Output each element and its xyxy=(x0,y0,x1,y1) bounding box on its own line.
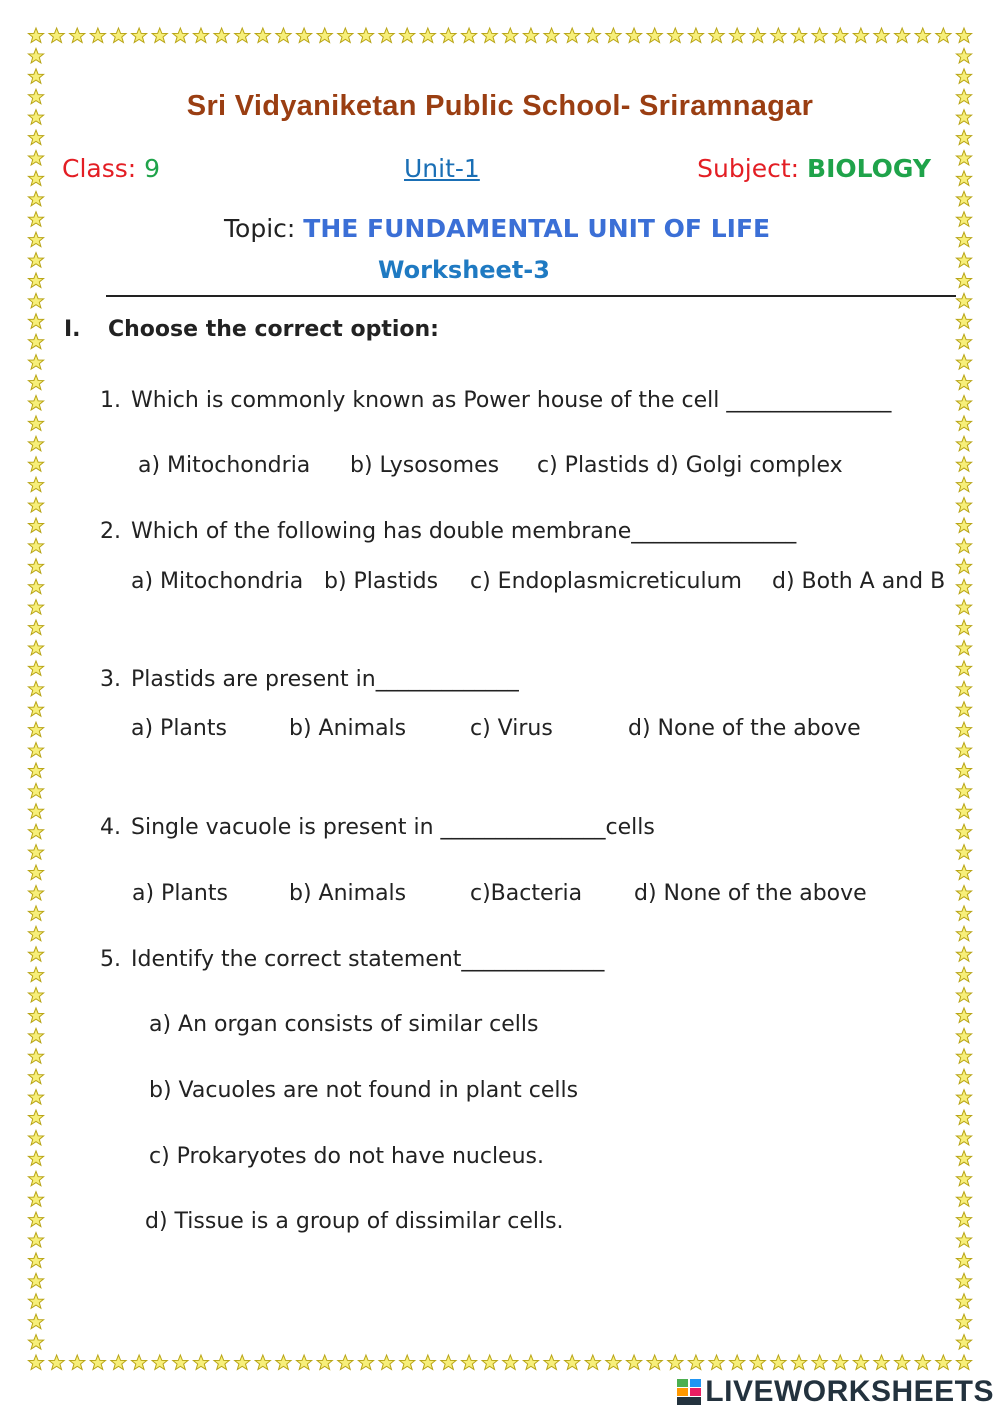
border-star-icon xyxy=(956,314,971,329)
border-star-icon xyxy=(956,967,971,982)
border-star-icon xyxy=(358,28,373,43)
border-star-icon xyxy=(503,1355,518,1370)
border-star-icon xyxy=(606,1355,621,1370)
q4-option-d: d) None of the above xyxy=(634,881,867,906)
q5-option-c: c) Prokaryotes do not have nucleus. xyxy=(149,1144,544,1169)
border-star-icon xyxy=(28,1314,43,1329)
border-star-icon xyxy=(523,28,538,43)
border-star-icon xyxy=(28,253,43,267)
border-star-icon xyxy=(833,1355,848,1370)
border-star-icon xyxy=(28,191,43,206)
border-star-icon xyxy=(28,865,43,880)
border-star-icon xyxy=(956,334,971,349)
border-star-icon xyxy=(28,1294,43,1309)
border-star-icon xyxy=(956,1090,971,1105)
border-star-icon xyxy=(750,28,765,43)
q5-option-a: a) An organ consists of similar cells xyxy=(149,1012,539,1037)
border-star-icon xyxy=(503,28,518,43)
border-star-icon xyxy=(28,273,43,288)
border-star-icon xyxy=(441,28,456,43)
border-star-icon xyxy=(895,1355,910,1370)
liveworksheets-brand: LIVEWORKSHEETS xyxy=(705,1375,994,1408)
border-star-icon xyxy=(585,28,600,43)
border-star-icon xyxy=(28,1090,43,1105)
border-star-icon xyxy=(688,28,703,43)
border-star-icon xyxy=(956,988,971,1003)
border-star-icon xyxy=(28,1192,43,1207)
header-divider xyxy=(106,295,956,297)
border-star-icon xyxy=(28,1335,43,1350)
section-title: Choose the correct option: xyxy=(108,317,439,342)
border-star-icon xyxy=(956,1294,971,1309)
border-star-icon xyxy=(28,804,43,819)
border-star-icon xyxy=(956,824,971,839)
border-star-icon xyxy=(956,1273,971,1288)
border-star-icon xyxy=(956,763,971,778)
q2-option-b: b) Plastids xyxy=(324,569,439,594)
border-star-icon xyxy=(28,640,43,655)
topic-line xyxy=(224,214,770,243)
border-star-icon xyxy=(49,28,64,43)
border-star-icon xyxy=(956,1110,971,1125)
border-star-icon xyxy=(28,48,43,63)
border-star-icon xyxy=(812,1355,827,1370)
border-star-icon xyxy=(956,518,971,533)
subject-info xyxy=(697,154,931,183)
q2-option-a: a) Mitochondria xyxy=(131,569,304,594)
border-star-icon xyxy=(28,212,43,227)
border-star-icon xyxy=(956,559,971,574)
border-star-icon xyxy=(936,1355,951,1370)
q5-option-d: d) Tissue is a group of dissimilar cells. xyxy=(145,1209,564,1234)
border-star-icon xyxy=(956,273,971,288)
unit-link: Unit-1 xyxy=(404,154,480,183)
question-number: 4. xyxy=(100,815,121,840)
border-star-icon xyxy=(565,28,580,43)
border-star-icon xyxy=(152,28,167,43)
border-star-icon xyxy=(276,28,291,43)
border-star-icon xyxy=(956,1049,971,1064)
border-star-icon xyxy=(379,28,394,43)
border-star-icon xyxy=(956,416,971,431)
border-star-icon xyxy=(647,28,662,43)
border-star-icon xyxy=(956,457,971,472)
liveworksheets-logo-icon xyxy=(677,1379,701,1405)
border-star-icon xyxy=(956,783,971,798)
border-star-icon xyxy=(956,926,971,941)
border-star-icon xyxy=(28,1355,43,1370)
border-star-icon xyxy=(750,1355,765,1370)
border-star-icon xyxy=(956,232,971,247)
question-text: Plastids are present in_____________ xyxy=(131,667,519,692)
border-star-icon xyxy=(28,783,43,798)
border-star-icon xyxy=(874,28,889,43)
border-star-icon xyxy=(606,28,621,43)
border-star-icon xyxy=(956,1192,971,1207)
border-star-icon xyxy=(28,1212,43,1227)
border-star-icon xyxy=(28,293,43,308)
border-star-icon xyxy=(956,253,971,267)
border-star-icon xyxy=(420,1355,435,1370)
border-star-icon xyxy=(28,130,43,145)
border-star-icon xyxy=(812,28,827,43)
border-star-icon xyxy=(956,1335,971,1350)
border-star-icon xyxy=(70,1355,85,1370)
border-star-icon xyxy=(255,28,270,43)
border-star-icon xyxy=(791,1355,806,1370)
question-number: 1. xyxy=(100,388,121,413)
border-star-icon xyxy=(28,763,43,778)
border-star-icon xyxy=(853,28,868,43)
border-star-icon xyxy=(544,1355,559,1370)
border-star-icon xyxy=(90,28,105,43)
question-4 xyxy=(100,815,655,840)
border-star-icon xyxy=(235,28,250,43)
border-star-icon xyxy=(111,1355,126,1370)
border-star-icon xyxy=(28,1253,43,1268)
border-star-icon xyxy=(956,681,971,696)
border-star-icon xyxy=(956,1253,971,1268)
border-star-icon xyxy=(338,28,353,43)
border-star-icon xyxy=(956,355,971,370)
border-star-icon xyxy=(28,1049,43,1064)
border-star-icon xyxy=(28,1110,43,1125)
border-star-icon xyxy=(544,28,559,43)
border-star-icon xyxy=(132,1355,147,1370)
border-star-icon xyxy=(709,28,724,43)
border-star-icon xyxy=(28,1171,43,1186)
border-star-icon xyxy=(647,1355,662,1370)
question-3 xyxy=(100,667,519,692)
border-star-icon xyxy=(956,150,971,165)
border-star-icon xyxy=(626,1355,641,1370)
q2-option-c: c) Endoplasmicreticulum xyxy=(470,569,742,594)
border-star-icon xyxy=(915,28,930,43)
question-number: 2. xyxy=(100,519,121,544)
border-star-icon xyxy=(771,1355,786,1370)
border-star-icon xyxy=(173,1355,188,1370)
border-star-icon xyxy=(317,1355,332,1370)
border-star-icon xyxy=(28,967,43,982)
q1-option-b: b) Lysosomes xyxy=(350,453,500,478)
border-star-icon xyxy=(111,28,126,43)
border-star-icon xyxy=(28,69,43,84)
liveworksheets-watermark xyxy=(677,1375,994,1409)
border-star-icon xyxy=(956,538,971,553)
border-star-icon xyxy=(956,48,971,63)
q3-option-a: a) Plants xyxy=(131,716,227,741)
subject-value: BIOLOGY xyxy=(807,154,931,183)
question-text: Which is commonly known as Power house of the cell _______________ xyxy=(131,388,892,413)
border-star-icon xyxy=(28,314,43,329)
border-star-icon xyxy=(193,1355,208,1370)
border-star-icon xyxy=(28,1273,43,1288)
border-star-icon xyxy=(956,498,971,513)
border-star-icon xyxy=(338,1355,353,1370)
border-star-icon xyxy=(152,1355,167,1370)
border-star-icon xyxy=(730,28,745,43)
worksheet-title: Worksheet-3 xyxy=(378,256,550,284)
border-star-icon xyxy=(565,1355,580,1370)
border-star-icon xyxy=(28,926,43,941)
border-star-icon xyxy=(173,28,188,43)
border-star-icon xyxy=(956,375,971,390)
border-star-icon xyxy=(317,28,332,43)
border-star-icon xyxy=(28,743,43,758)
border-star-icon xyxy=(28,620,43,635)
question-text: Single vacuole is present in _______________cells xyxy=(131,815,655,840)
border-star-icon xyxy=(956,1151,971,1166)
border-star-icon xyxy=(668,28,683,43)
border-star-icon xyxy=(28,355,43,370)
border-star-icon xyxy=(28,232,43,247)
border-star-icon xyxy=(668,1355,683,1370)
border-star-icon xyxy=(482,28,497,43)
border-star-icon xyxy=(441,1355,456,1370)
border-star-icon xyxy=(400,28,415,43)
border-star-icon xyxy=(791,28,806,43)
border-star-icon xyxy=(28,845,43,860)
border-star-icon xyxy=(28,375,43,390)
border-star-icon xyxy=(193,28,208,43)
subject-label: Subject: xyxy=(697,154,800,183)
border-star-icon xyxy=(28,1069,43,1084)
border-star-icon xyxy=(28,824,43,839)
question-number: 5. xyxy=(100,947,121,972)
border-star-icon xyxy=(956,947,971,962)
border-star-icon xyxy=(585,1355,600,1370)
border-star-icon xyxy=(956,69,971,84)
topic-value: THE FUNDAMENTAL UNIT OF LIFE xyxy=(303,214,771,243)
border-star-icon xyxy=(28,1130,43,1145)
section-number: I. xyxy=(64,317,81,342)
border-star-icon xyxy=(28,334,43,349)
border-star-icon xyxy=(28,947,43,962)
border-star-icon xyxy=(956,885,971,900)
border-star-icon xyxy=(214,28,229,43)
border-star-icon xyxy=(296,1355,311,1370)
q3-option-d: d) None of the above xyxy=(628,716,861,741)
border-star-icon xyxy=(28,1233,43,1248)
border-star-icon xyxy=(296,28,311,43)
border-star-icon xyxy=(28,1008,43,1023)
border-star-icon xyxy=(956,1171,971,1186)
border-star-icon xyxy=(28,171,43,186)
border-star-icon xyxy=(688,1355,703,1370)
border-star-icon xyxy=(956,600,971,615)
q3-option-b: b) Animals xyxy=(289,716,407,741)
border-star-icon xyxy=(956,1028,971,1043)
q1-option-a: a) Mitochondria xyxy=(138,453,311,478)
border-star-icon xyxy=(956,804,971,819)
border-star-icon xyxy=(956,1008,971,1023)
border-star-icon xyxy=(28,681,43,696)
class-value: 9 xyxy=(144,154,161,183)
border-star-icon xyxy=(379,1355,394,1370)
border-star-icon xyxy=(28,722,43,737)
question-number: 3. xyxy=(100,667,121,692)
border-star-icon xyxy=(833,28,848,43)
border-star-icon xyxy=(400,1355,415,1370)
border-star-icon xyxy=(956,640,971,655)
border-star-icon xyxy=(956,661,971,676)
border-star-icon xyxy=(28,518,43,533)
border-star-icon xyxy=(28,988,43,1003)
border-star-icon xyxy=(28,416,43,431)
border-star-icon xyxy=(461,1355,476,1370)
border-star-icon xyxy=(28,538,43,553)
border-star-icon xyxy=(70,28,85,43)
border-star-icon xyxy=(28,1028,43,1043)
border-star-icon xyxy=(28,477,43,492)
border-star-icon xyxy=(771,28,786,43)
border-star-icon xyxy=(956,1069,971,1084)
border-star-icon xyxy=(895,28,910,43)
border-star-icon xyxy=(132,28,147,43)
border-star-icon xyxy=(49,1355,64,1370)
border-star-icon xyxy=(956,845,971,860)
border-star-icon xyxy=(28,661,43,676)
border-star-icon xyxy=(956,171,971,186)
q3-option-c: c) Virus xyxy=(470,716,553,741)
border-star-icon xyxy=(956,28,971,43)
question-text: Which of the following has double membrane_______________ xyxy=(131,519,797,544)
border-star-icon xyxy=(28,498,43,513)
border-star-icon xyxy=(28,1151,43,1166)
border-star-icon xyxy=(626,28,641,43)
border-star-icon xyxy=(730,1355,745,1370)
border-star-icon xyxy=(28,885,43,900)
border-star-icon xyxy=(461,28,476,43)
border-star-icon xyxy=(956,579,971,594)
q5-option-b: b) Vacuoles are not found in plant cells xyxy=(149,1078,579,1103)
question-1 xyxy=(100,388,891,413)
border-star-icon xyxy=(420,28,435,43)
question-text: Identify the correct statement_____________ xyxy=(131,947,605,972)
border-star-icon xyxy=(28,457,43,472)
border-star-icon xyxy=(90,1355,105,1370)
border-star-icon xyxy=(956,1314,971,1329)
border-star-icon xyxy=(235,1355,250,1370)
school-name: Sri Vidyaniketan Public School- Sriramnagar xyxy=(186,90,814,122)
class-info xyxy=(62,154,160,183)
border-star-icon xyxy=(28,395,43,410)
border-star-icon xyxy=(936,28,951,43)
border-star-icon xyxy=(482,1355,497,1370)
border-star-icon xyxy=(28,28,43,43)
border-star-icon xyxy=(255,1355,270,1370)
border-star-icon xyxy=(956,1130,971,1145)
border-star-icon xyxy=(956,620,971,635)
border-star-icon xyxy=(956,130,971,145)
border-star-icon xyxy=(709,1355,724,1370)
border-star-icon xyxy=(956,1355,971,1370)
border-star-icon xyxy=(956,191,971,206)
border-star-icon xyxy=(874,1355,889,1370)
border-star-icon xyxy=(523,1355,538,1370)
question-2 xyxy=(100,519,796,544)
q1-option-cd: c) Plastids d) Golgi complex xyxy=(537,453,843,478)
topic-label: Topic: xyxy=(224,214,296,243)
border-star-icon xyxy=(956,906,971,921)
border-star-icon xyxy=(956,212,971,227)
border-star-icon xyxy=(956,1212,971,1227)
border-star-icon xyxy=(956,702,971,717)
border-star-icon xyxy=(956,293,971,308)
border-star-icon xyxy=(915,1355,930,1370)
q4-option-c: c)Bacteria xyxy=(470,881,583,906)
border-star-icon xyxy=(28,559,43,574)
border-star-icon xyxy=(28,600,43,615)
q4-option-b: b) Animals xyxy=(289,881,407,906)
class-label: Class: xyxy=(62,154,137,183)
border-star-icon xyxy=(358,1355,373,1370)
border-star-icon xyxy=(956,743,971,758)
border-star-icon xyxy=(956,395,971,410)
border-star-icon xyxy=(214,1355,229,1370)
border-star-icon xyxy=(28,906,43,921)
border-star-icon xyxy=(276,1355,291,1370)
border-star-icon xyxy=(28,702,43,717)
border-star-icon xyxy=(28,436,43,451)
q2-option-d: d) Both A and B xyxy=(772,569,946,594)
question-5 xyxy=(100,947,604,972)
border-star-icon xyxy=(956,477,971,492)
border-star-icon xyxy=(28,579,43,594)
border-star-icon xyxy=(956,436,971,451)
border-star-icon xyxy=(956,865,971,880)
border-star-icon xyxy=(956,722,971,737)
border-star-icon xyxy=(28,150,43,165)
q4-option-a: a) Plants xyxy=(132,881,228,906)
border-star-icon xyxy=(956,1233,971,1248)
border-star-icon xyxy=(853,1355,868,1370)
